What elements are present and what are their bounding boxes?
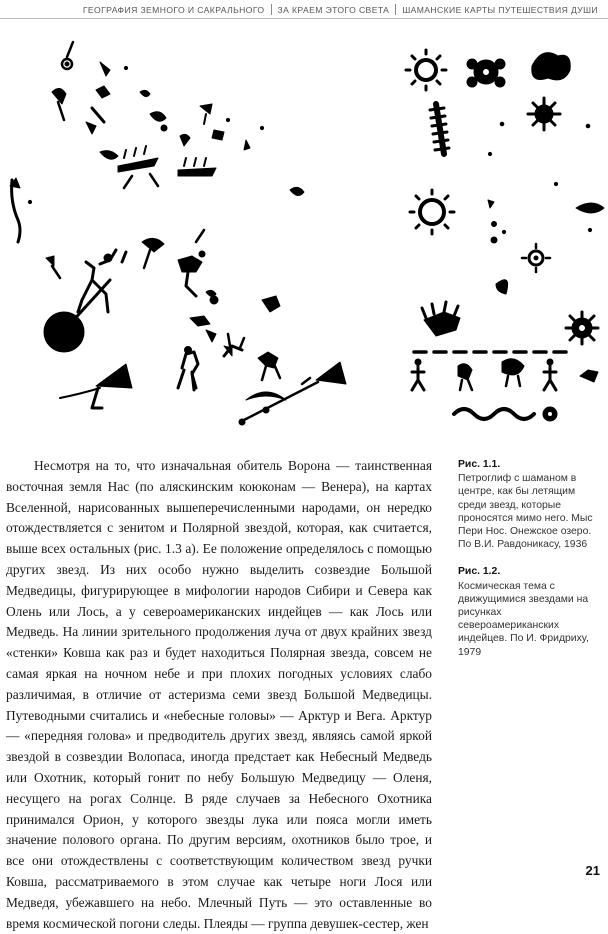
caption-title: Рис. 1.1.	[458, 459, 501, 470]
running-head-divider	[395, 4, 396, 15]
running-head	[83, 4, 598, 15]
caption-text: Космическая тема с движущимися звездами на рисунках североамериканских индейцев. По И. Фридриху, 1979	[458, 580, 589, 658]
running-head-item: ГЕОГРАФИЯ ЗЕМНОГО И САКРАЛЬНОГО	[82, 4, 265, 15]
running-head-item: ЗА КРАЕМ ЭТОГО СВЕТА	[277, 4, 390, 15]
caption-fig-1-2	[458, 565, 604, 658]
figure-1-1-petroglyph	[0, 28, 395, 428]
figure-captions	[458, 458, 604, 673]
main-text-column	[6, 456, 432, 934]
page-number: 21	[585, 863, 600, 878]
running-head-item: ШАМАНСКИЕ КАРТЫ ПУТЕШЕСТВИЯ ДУШИ	[402, 4, 598, 15]
caption-title: Рис. 1.2.	[458, 566, 501, 578]
running-head-divider	[271, 4, 272, 15]
figure-1-2-cosmic-drawings	[400, 36, 608, 426]
body-paragraph: Несмотря на то, что изначальная обитель Ворона — таинственная восточная земля Нас (по аляскинским коюконам — Венера), на картах Вселенной, нарисованных вышеперечисленными народами, он нередко отождествляется с зенитом и Полярной звездой, которая, как считается, выше всех остальных (рис. 1.3 а). Ее положение определялось с помощью других звезд. Из них особо нужно выделить созвездие Большой Медведицы, фигурирующее в мифологии народов Сибири и Севера как Олень или Лось, а у североамериканских индейцев — как Лось или Медведь. На линии зрительного продолжения луча от двух крайних звезд «стенки» Ковша как раз и будет находиться Полярная звезда, совсем не самая яркая на ночном небе и при плохих погодных условиях слабо различимая, в отличие от астеризма семи звезд Большой Медведицы. Путеводными считались и «небесные головы» — Арктур и Вега. Арктур — «передняя голова» и предводитель других звезд, являясь самой яркой звездой в созвездии Волопаса, иногда предстает как Небесный Медведь или Охотник, который гонит по небу Большую Медведицу — Оленя, несущего на рогах Солнце. В ряде случаев за Небесного Охотника принимался Орион, у которого звезды лука или пояса могли иметь значение полового органа. По другим версиям, охотников было трое, и все они отождествлены с соответствующим количеством звезд ручки Ковша, рассматриваемого в этом случае как четыре ноги Лося или Медведя, убежавшего на небо. Млечный Путь — это оставленные во время космической погони следы. Плеяды — группа девушек-сестер, жен	[6, 458, 432, 931]
header-rule	[0, 18, 608, 19]
caption-fig-1-1	[458, 458, 604, 551]
caption-text: Петроглиф с шаманом в центре, как бы летящим среди звезд, которые проносятся мимо него. Мыс Пери Нос. Онежское озеро. По В.И. Равдоникасу, 1936	[458, 473, 593, 551]
